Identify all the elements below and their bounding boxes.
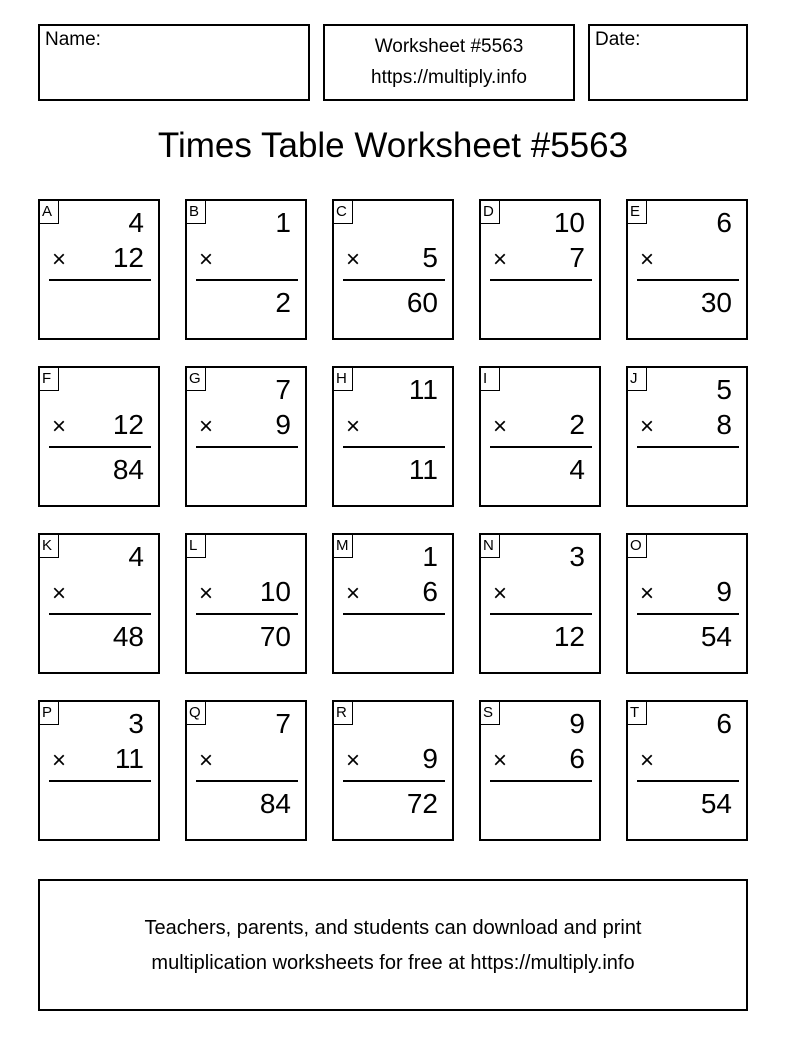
bottom-factor: 12 bbox=[112, 409, 144, 440]
bottom-factor: 7 bbox=[569, 242, 585, 273]
problem-label: H bbox=[334, 368, 353, 391]
problem-label: A bbox=[40, 201, 59, 224]
problem-card bbox=[479, 700, 601, 841]
times-sign: × bbox=[199, 246, 214, 273]
problem-card bbox=[38, 366, 160, 507]
top-factor: 4 bbox=[128, 541, 144, 572]
times-sign: × bbox=[52, 580, 67, 607]
bottom-factor: 2 bbox=[569, 409, 585, 440]
product: 4 bbox=[569, 454, 585, 485]
times-sign: × bbox=[346, 413, 361, 440]
problem-card bbox=[332, 366, 454, 507]
answer-rule bbox=[637, 446, 739, 448]
top-factor: 7 bbox=[275, 708, 291, 739]
bottom-factor: 8 bbox=[716, 409, 732, 440]
problem-label: T bbox=[628, 702, 647, 725]
times-sign: × bbox=[346, 747, 361, 774]
problem-card bbox=[38, 199, 160, 340]
worksheet-url: https://multiply.info bbox=[371, 67, 527, 88]
times-sign: × bbox=[640, 246, 655, 273]
top-factor: 1 bbox=[275, 207, 291, 238]
top-factor: 6 bbox=[716, 708, 732, 739]
answer-rule bbox=[196, 279, 298, 281]
answer-rule bbox=[490, 446, 592, 448]
top-factor: 1 bbox=[422, 541, 438, 572]
product: 2 bbox=[275, 287, 291, 318]
problem-card bbox=[626, 366, 748, 507]
bottom-factor: 9 bbox=[422, 743, 438, 774]
problem-label: R bbox=[334, 702, 353, 725]
answer-rule bbox=[490, 279, 592, 281]
problem-card bbox=[626, 533, 748, 674]
top-factor: 11 bbox=[408, 374, 438, 405]
problem-label: J bbox=[628, 368, 647, 391]
problem-card bbox=[479, 533, 601, 674]
bottom-factor: 12 bbox=[112, 242, 144, 273]
bottom-factor: 5 bbox=[422, 242, 438, 273]
times-sign: × bbox=[52, 246, 67, 273]
answer-rule bbox=[490, 780, 592, 782]
product: 30 bbox=[700, 287, 732, 318]
name-box[interactable] bbox=[38, 24, 310, 101]
bottom-factor: 6 bbox=[422, 576, 438, 607]
worksheet-id-box bbox=[323, 24, 575, 101]
answer-rule bbox=[49, 780, 151, 782]
times-sign: × bbox=[493, 580, 508, 607]
answer-rule bbox=[49, 446, 151, 448]
problem-card bbox=[332, 700, 454, 841]
answer-rule bbox=[343, 780, 445, 782]
problem-label: P bbox=[40, 702, 59, 725]
product: 84 bbox=[259, 788, 291, 819]
problem-label: I bbox=[481, 368, 500, 391]
problem-card bbox=[38, 533, 160, 674]
times-sign: × bbox=[199, 580, 214, 607]
problem-label: Q bbox=[187, 702, 206, 725]
top-factor: 5 bbox=[716, 374, 732, 405]
answer-rule bbox=[196, 446, 298, 448]
footer-box bbox=[38, 879, 748, 1011]
problem-label: E bbox=[628, 201, 647, 224]
product: 12 bbox=[553, 621, 585, 652]
date-box[interactable] bbox=[588, 24, 748, 101]
answer-rule bbox=[343, 279, 445, 281]
times-sign: × bbox=[346, 580, 361, 607]
problem-label: B bbox=[187, 201, 206, 224]
times-sign: × bbox=[640, 413, 655, 440]
times-sign: × bbox=[52, 747, 67, 774]
answer-rule bbox=[490, 613, 592, 615]
problem-card bbox=[626, 700, 748, 841]
worksheet-number: Worksheet #5563 bbox=[374, 36, 524, 57]
bottom-factor: 9 bbox=[275, 409, 291, 440]
times-sign: × bbox=[493, 413, 508, 440]
answer-rule bbox=[196, 613, 298, 615]
top-factor: 10 bbox=[553, 207, 585, 238]
answer-rule bbox=[49, 613, 151, 615]
bottom-factor: 9 bbox=[716, 576, 732, 607]
product: 72 bbox=[406, 788, 438, 819]
answer-rule bbox=[343, 446, 445, 448]
page-title: Times Table Worksheet #5563 bbox=[157, 126, 629, 165]
answer-rule bbox=[49, 279, 151, 281]
footer-line-1: Teachers, parents, and students can download and print bbox=[144, 917, 642, 939]
footer-line-2: multiplication worksheets for free at https://multiply.info bbox=[151, 952, 635, 974]
problem-card bbox=[332, 533, 454, 674]
top-factor: 4 bbox=[128, 207, 144, 238]
times-sign: × bbox=[493, 246, 508, 273]
problem-card bbox=[38, 700, 160, 841]
product: 70 bbox=[259, 621, 291, 652]
problem-card bbox=[185, 533, 307, 674]
bottom-factor: 6 bbox=[569, 743, 585, 774]
product: 60 bbox=[406, 287, 438, 318]
product: 84 bbox=[112, 454, 144, 485]
times-sign: × bbox=[346, 246, 361, 273]
problem-card bbox=[479, 199, 601, 340]
answer-rule bbox=[637, 780, 739, 782]
problem-card bbox=[479, 366, 601, 507]
problem-label: S bbox=[481, 702, 500, 725]
bottom-factor: 11 bbox=[114, 743, 144, 774]
times-sign: × bbox=[52, 413, 67, 440]
problem-label: L bbox=[187, 535, 206, 558]
product: 11 bbox=[408, 454, 438, 485]
top-factor: 9 bbox=[569, 708, 585, 739]
answer-rule bbox=[196, 780, 298, 782]
product: 54 bbox=[700, 621, 732, 652]
top-factor: 3 bbox=[569, 541, 585, 572]
answer-rule bbox=[637, 613, 739, 615]
date-label: Date: bbox=[595, 29, 641, 50]
bottom-factor: 10 bbox=[259, 576, 291, 607]
product: 48 bbox=[112, 621, 144, 652]
problem-card bbox=[332, 199, 454, 340]
problem-label: G bbox=[187, 368, 206, 391]
answer-rule bbox=[637, 279, 739, 281]
problem-label: K bbox=[40, 535, 59, 558]
problem-label: D bbox=[481, 201, 500, 224]
problem-label: O bbox=[628, 535, 647, 558]
times-sign: × bbox=[199, 747, 214, 774]
product: 54 bbox=[700, 788, 732, 819]
times-sign: × bbox=[640, 747, 655, 774]
times-sign: × bbox=[199, 413, 214, 440]
top-factor: 3 bbox=[128, 708, 144, 739]
times-sign: × bbox=[493, 747, 508, 774]
times-sign: × bbox=[640, 580, 655, 607]
top-factor: 7 bbox=[275, 374, 291, 405]
answer-rule bbox=[343, 613, 445, 615]
top-factor: 6 bbox=[716, 207, 732, 238]
problem-label: M bbox=[334, 535, 353, 558]
problem-card bbox=[185, 700, 307, 841]
problem-card bbox=[626, 199, 748, 340]
problem-label: N bbox=[481, 535, 500, 558]
name-label: Name: bbox=[45, 29, 101, 50]
problem-label: F bbox=[40, 368, 59, 391]
problem-card bbox=[185, 366, 307, 507]
problem-card bbox=[185, 199, 307, 340]
problem-label: C bbox=[334, 201, 353, 224]
